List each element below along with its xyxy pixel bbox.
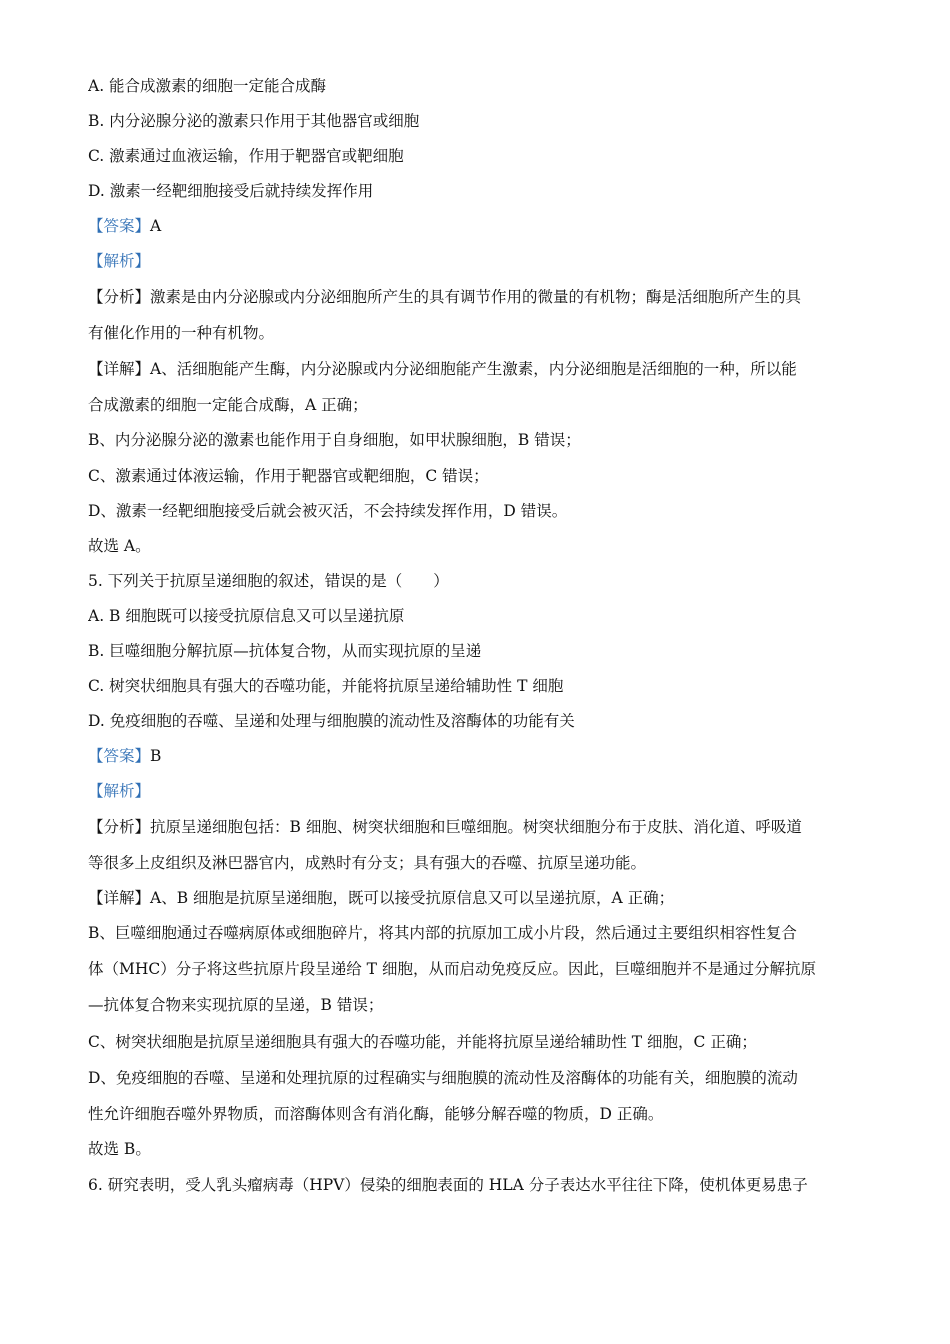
fenxi-tag: 【分析】	[88, 818, 151, 836]
q5-option-c: C. 树突状细胞具有强大的吞噬功能，并能将抗原呈递给辅助性 T 细胞	[88, 677, 564, 695]
q4-conclusion: 故选 A。	[88, 537, 151, 555]
q6-question: 6. 研究表明，受人乳头瘤病毒（HPV）侵染的细胞表面的 HLA 分子表达水平往往下降，使机体更易患子	[88, 1176, 808, 1194]
q5-xiangjie-line-5: C、树突状细胞是抗原呈递细胞具有强大的吞噬功能，并能将抗原呈递给辅助性 T 细胞，C 正确；	[88, 1033, 757, 1051]
fenxi-text: 抗原呈递细胞包括：B 细胞、树突状细胞和巨噬细胞。树突状细胞分布于皮肤、消化道、呼吸道	[150, 818, 802, 836]
q4-option-d: D. 激素一经靶细胞接受后就持续发挥作用	[88, 182, 374, 200]
q5-xiangjie-line-2: B、巨噬细胞通过吞噬病原体或细胞碎片，将其内部的抗原加工成小片段，然后通过主要组织相容性复合	[88, 924, 797, 942]
analysis-tag: 【解析】	[88, 252, 151, 270]
q5-option-a: A. B 细胞既可以接受抗原信息又可以呈递抗原	[88, 607, 405, 625]
xiangjie-tag: 【详解】	[88, 360, 151, 378]
answer-tag: 【答案】	[88, 217, 151, 235]
q5-xiangjie-line-3: 体（MHC）分子将这些抗原片段呈递给 T 细胞，从而启动免疫反应。因此，巨噬细胞并不是通过分解抗原	[88, 960, 816, 978]
q4-xiangjie-line-4: C、激素通过体液运输，作用于靶器官或靶细胞，C 错误；	[88, 467, 489, 485]
q5-answer	[88, 744, 868, 768]
q4-option-b: B. 内分泌腺分泌的激素只作用于其他器官或细胞	[88, 112, 420, 130]
q5-question: 5. 下列关于抗原呈递细胞的叙述，错误的是（ ）	[88, 572, 449, 590]
q5-option-b: B. 巨噬细胞分解抗原—抗体复合物，从而实现抗原的呈递	[88, 642, 482, 660]
q5-conclusion: 故选 B。	[88, 1140, 151, 1158]
xiangjie-text: A、B 细胞是抗原呈递细胞，既可以接受抗原信息又可以呈递抗原，A 正确；	[150, 889, 675, 907]
q4-analysis-heading	[88, 249, 868, 273]
q5-xiangjie-line-4: —抗体复合物来实现抗原的呈递，B 错误；	[88, 996, 384, 1014]
q4-option-a: A. 能合成激素的细胞一定能合成酶	[88, 77, 327, 95]
q4-xiangjie-line-2: 合成激素的细胞一定能合成酶，A 正确；	[88, 396, 368, 414]
q5-xiangjie-line-1	[88, 886, 868, 910]
fenxi-tag: 【分析】	[88, 288, 151, 306]
q5-analysis-heading	[88, 779, 868, 803]
fenxi-text: 激素是由内分泌腺或内分泌细胞所产生的具有调节作用的微量的有机物；酶是活细胞所产生的具	[150, 288, 802, 306]
q4-option-c: C. 激素通过血液运输，作用于靶器官或靶细胞	[88, 147, 404, 165]
xiangjie-text: A、活细胞能产生酶，内分泌腺或内分泌细胞能产生激素，内分泌细胞是活细胞的一种，所以能	[150, 360, 797, 378]
xiangjie-tag: 【详解】	[88, 889, 151, 907]
q5-fenxi-line-1	[88, 815, 868, 839]
q5-option-d: D. 免疫细胞的吞噬、呈递和处理与细胞膜的流动性及溶酶体的功能有关	[88, 712, 575, 730]
answer-tag: 【答案】	[88, 747, 151, 765]
q5-xiangjie-line-6: D、免疫细胞的吞噬、呈递和处理抗原的过程确实与细胞膜的流动性及溶酶体的功能有关，细胞膜的流动	[88, 1069, 798, 1087]
q4-answer	[88, 214, 868, 238]
q4-fenxi-line-1	[88, 285, 868, 309]
answer-value: A	[150, 217, 162, 235]
q5-fenxi-line-2: 等很多上皮组织及淋巴器官内，成熟时有分支；具有强大的吞噬、抗原呈递功能。	[88, 854, 647, 872]
answer-value: B	[150, 747, 162, 765]
q4-fenxi-line-2: 有催化作用的一种有机物。	[88, 324, 275, 342]
q4-xiangjie-line-5: D、激素一经靶细胞接受后就会被灭活，不会持续发挥作用，D 错误。	[88, 502, 568, 520]
analysis-tag: 【解析】	[88, 782, 151, 800]
q4-xiangjie-line-3: B、内分泌腺分泌的激素也能作用于自身细胞，如甲状腺细胞，B 错误；	[88, 431, 581, 449]
q4-xiangjie-line-1	[88, 357, 868, 381]
q5-xiangjie-line-7: 性允许细胞吞噬外界物质，而溶酶体则含有消化酶，能够分解吞噬的物质，D 正确。	[88, 1105, 664, 1123]
